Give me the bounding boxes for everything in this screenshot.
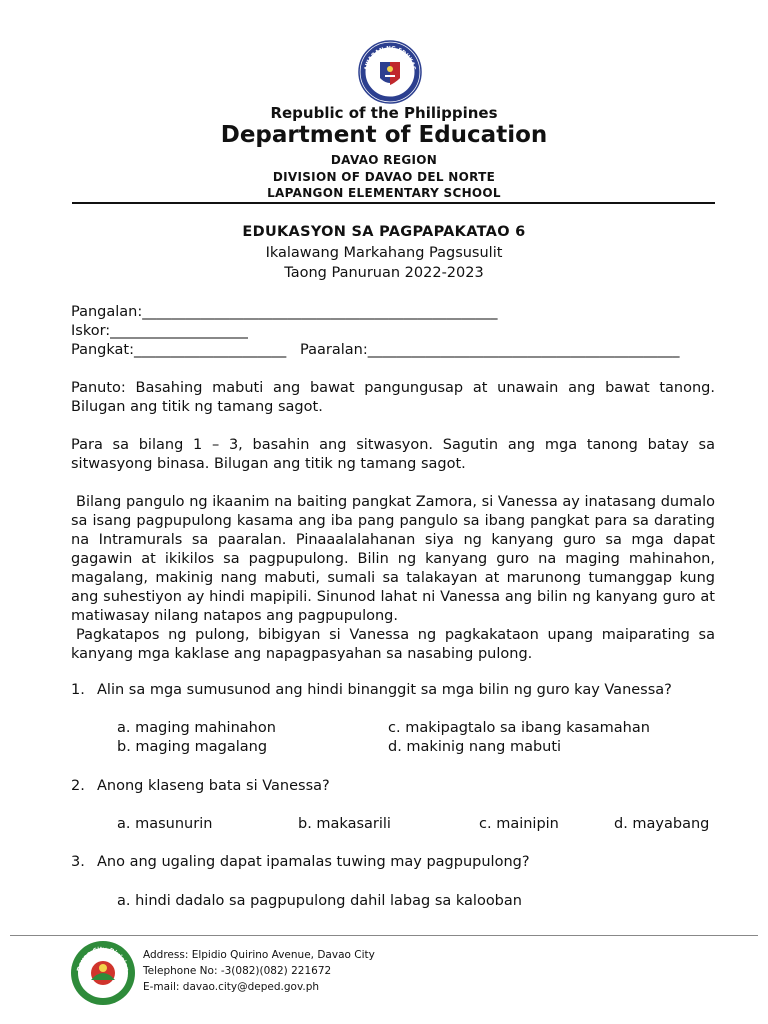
q1-option-c[interactable]: c. makipagtalo sa ibang kasamahan	[388, 720, 650, 736]
school-field[interactable]: Paaralan:___________________________________________	[300, 342, 680, 358]
q2-option-d[interactable]: d. mayabang	[614, 816, 710, 832]
question-number: 3.	[71, 854, 85, 870]
department-title: Department of Education	[220, 122, 548, 148]
school-line: LAPANGON ELEMENTARY SCHOOL	[267, 186, 501, 200]
division-line: DIVISION OF DAVAO DEL NORTE	[272, 170, 496, 184]
footer-divider	[10, 935, 758, 936]
score-field[interactable]: Iskor:___________________	[71, 323, 248, 339]
passage-paragraph-1: Bilang pangulo ng ikaanim na baiting pangkat Zamora, si Vanessa ay inatasang dumalo sa isang pagpupulong kasama ang iba pang pangulo sa ibang pangkat para sa darating na Intramurals sa paaralan. Pinaaalalahanan siya ng kanyang guro sa mga dapat gagawin at ikikilos sa pagpupulong. Bilin ng kanyang guro na maging mahinahon, magalang, makinig nang mabuti, sumali sa talakayan at marunong tumanggap kung ang suhestiyon ay hindi mapipili. Sinunod lahat ni Vanessa ang bilin ng kanyang guro at matiwasay nilang natapos ang pagpupulong.	[71, 494, 715, 624]
republic-line: Republic of the Philippines	[270, 104, 498, 122]
footer-email[interactable]: E-mail: davao.city@deped.gov.ph	[143, 981, 320, 993]
q1-option-d[interactable]: d. makinig nang mabuti	[388, 739, 562, 755]
q2-option-a[interactable]: a. masunurin	[117, 816, 213, 832]
question-text: Alin sa mga sumusunod ang hindi binanggit sa mga bilin ng guro kay Vanessa?	[97, 682, 672, 698]
footer-telephone: Telephone No: -3(082)(082) 221672	[143, 965, 332, 977]
exam-quarter: Ikalawang Markahang Pagsusulit	[265, 245, 503, 261]
question-1	[71, 682, 672, 698]
section-field[interactable]: Pangkat:_____________________	[71, 342, 287, 358]
q2-option-c[interactable]: c. mainipin	[479, 816, 559, 832]
question-3	[71, 854, 530, 870]
question-number: 1.	[71, 682, 85, 698]
division-logo	[70, 940, 136, 1006]
footer-address: Address: Elpidio Quirino Avenue, Davao City	[143, 949, 375, 961]
passage-paragraph-2: Pagkatapos ng pulong, bibigyan si Vanessa ng pagkakataon upang maiparating sa kanyang mga kaklase ang napagpasyahan sa nasabing pulong.	[71, 627, 715, 662]
name-field[interactable]: Pangalan:_________________________________________________	[71, 304, 498, 320]
deped-seal	[358, 40, 422, 104]
region-line: DAVAO REGION	[330, 153, 438, 167]
general-instructions: Panuto: Basahing mabuti ang bawat pangungusap at unawain ang bawat tanong. Bilugan ang titik ng tamang sagot.	[71, 380, 715, 415]
q1-option-a[interactable]: a. maging mahinahon	[117, 720, 276, 736]
header-divider	[72, 202, 715, 204]
question-number: 2.	[71, 778, 85, 794]
question-text: Anong klaseng bata si Vanessa?	[97, 778, 330, 794]
exam-subject: EDUKASYON SA PAGPAPAKATAO 6	[242, 224, 526, 240]
question-2	[71, 778, 330, 794]
question-text: Ano ang ugaling dapat ipamalas tuwing may pagpupulong?	[97, 854, 530, 870]
svg-text:Davao City Division: Davao City Division	[75, 945, 130, 972]
exam-school-year: Taong Panuruan 2022-2023	[284, 265, 484, 281]
svg-text:KAGAWARAN NG EDUKASYON: AWARAN NG EDUKAS	[364, 45, 416, 71]
q1-option-b[interactable]: b. maging magalang	[117, 739, 268, 755]
q2-option-b[interactable]: b. makasarili	[298, 816, 391, 832]
passage	[71, 493, 715, 664]
situation-instructions: Para sa bilang 1 – 3, basahin ang sitwasyon. Sagutin ang mga tanong batay sa sitwasyong binasa. Bilugan ang titik ng tamang sagot.	[71, 437, 715, 472]
q3-option-a[interactable]: a. hindi dadalo sa pagpupulong dahil labag sa kalooban	[117, 893, 522, 909]
